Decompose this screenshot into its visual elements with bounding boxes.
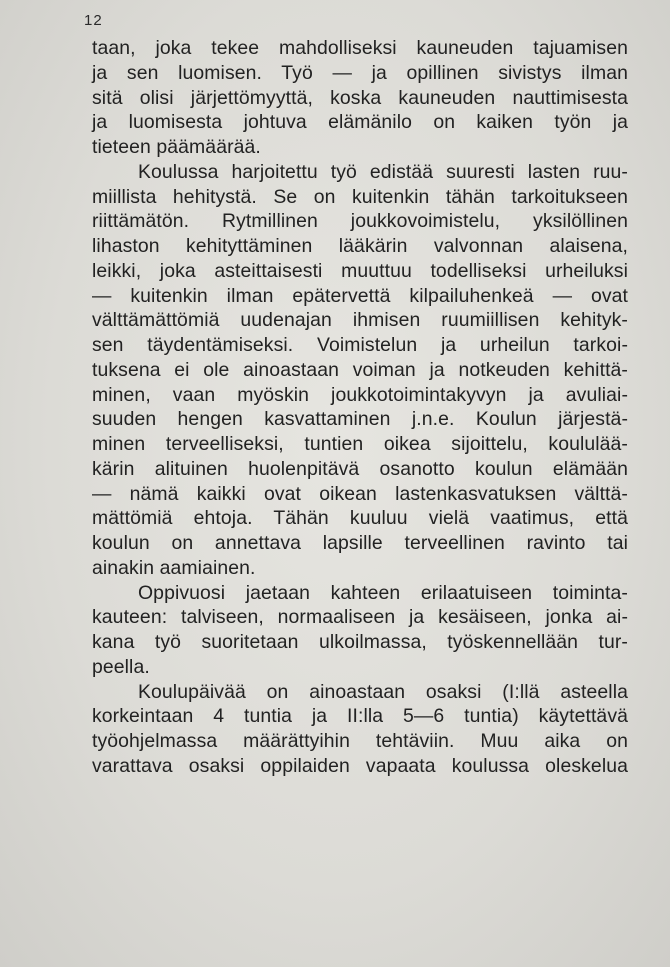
body-text <box>92 36 628 779</box>
text-line: sen täydentämiseksi. Voimistelun ja urheilun tarkoi- <box>92 334 628 356</box>
text-line: ja luomisesta johtuva elämänilo on kaiken työn ja <box>92 111 628 134</box>
text-line: kauteen: talviseen, normaaliseen ja kesäiseen, jonka ai- <box>92 606 628 629</box>
text-line: minen, vaan myöskin joukkotoimintakyvyn ja avuliai- <box>92 383 628 406</box>
text-line: — kuitenkin ilman epätervettä kilpailuhenkeä — ovat <box>92 284 628 307</box>
text-line: peella. <box>92 655 150 678</box>
text-line: leikki, joka asteittaisesti muuttuu todelliseksi urheiluksi <box>92 259 628 282</box>
text-line: tuksena ei ole ainoastaan voiman ja notkeuden kehittä- <box>92 358 628 381</box>
text-line: tieteen päämäärää. <box>92 136 261 158</box>
text-line: välttämättömiä uudenajan ihmisen ruumiillisen kehityk- <box>92 309 628 332</box>
text-line: Oppivuosi jaetaan kahteen erilaatuiseen toiminta- <box>138 581 628 604</box>
text-line: lihaston kehityttäminen lääkärin valvonnan alaisena, <box>92 235 628 257</box>
text-line: minen terveelliseksi, tuntien oikea sijoittelu, koululää- <box>92 433 628 455</box>
text-line: kärin alituinen huolenpitävä osanotto koulun elämään <box>92 457 628 480</box>
text-line: taan, joka tekee mahdolliseksi kauneuden tajuamisen <box>92 37 628 59</box>
text-line: — nämä kaikki ovat oikean lastenkasvatuksen välttä- <box>92 482 628 505</box>
text-line: korkeintaan 4 tuntia ja II:lla 5—6 tuntia) käytettävä <box>92 705 628 728</box>
text-line: varattava osaksi oppilaiden vapaata koulussa oleskelua <box>92 754 628 777</box>
page-number: 12 <box>84 12 103 29</box>
text-line: työohjelmassa määrättyihin tehtäviin. Muu aika on <box>92 730 628 752</box>
text-line: Koulupäivää on ainoastaan osaksi (I:llä asteella <box>138 680 628 703</box>
text-line: kana työ suoritetaan ulkoilmassa, työskennellään tur- <box>92 631 628 653</box>
text-line: ja sen luomisen. Työ — ja opillinen sivistys ilman <box>92 61 628 84</box>
text-line: mättömiä ehtoja. Tähän kuuluu vielä vaatimus, että <box>92 507 628 530</box>
text-line: Koulussa harjoitettu työ edistää suuresti lasten ruu- <box>138 160 628 183</box>
text-line: suuden hengen kasvattaminen j.n.e. Koulun järjestä- <box>92 408 628 431</box>
text-line: riittämätön. Rytmillinen joukkovoimistelu, yksilöllinen <box>92 210 628 233</box>
text-line: miillista hehitystä. Se on kuitenkin tähän tarkoitukseen <box>92 185 628 208</box>
text-line: koulun on annettava lapsille terveellinen ravinto tai <box>92 532 628 554</box>
text-line: sitä olisi järjettömyyttä, koska kauneuden nauttimisesta <box>92 86 628 109</box>
text-line: ainakin aamiainen. <box>92 556 256 579</box>
